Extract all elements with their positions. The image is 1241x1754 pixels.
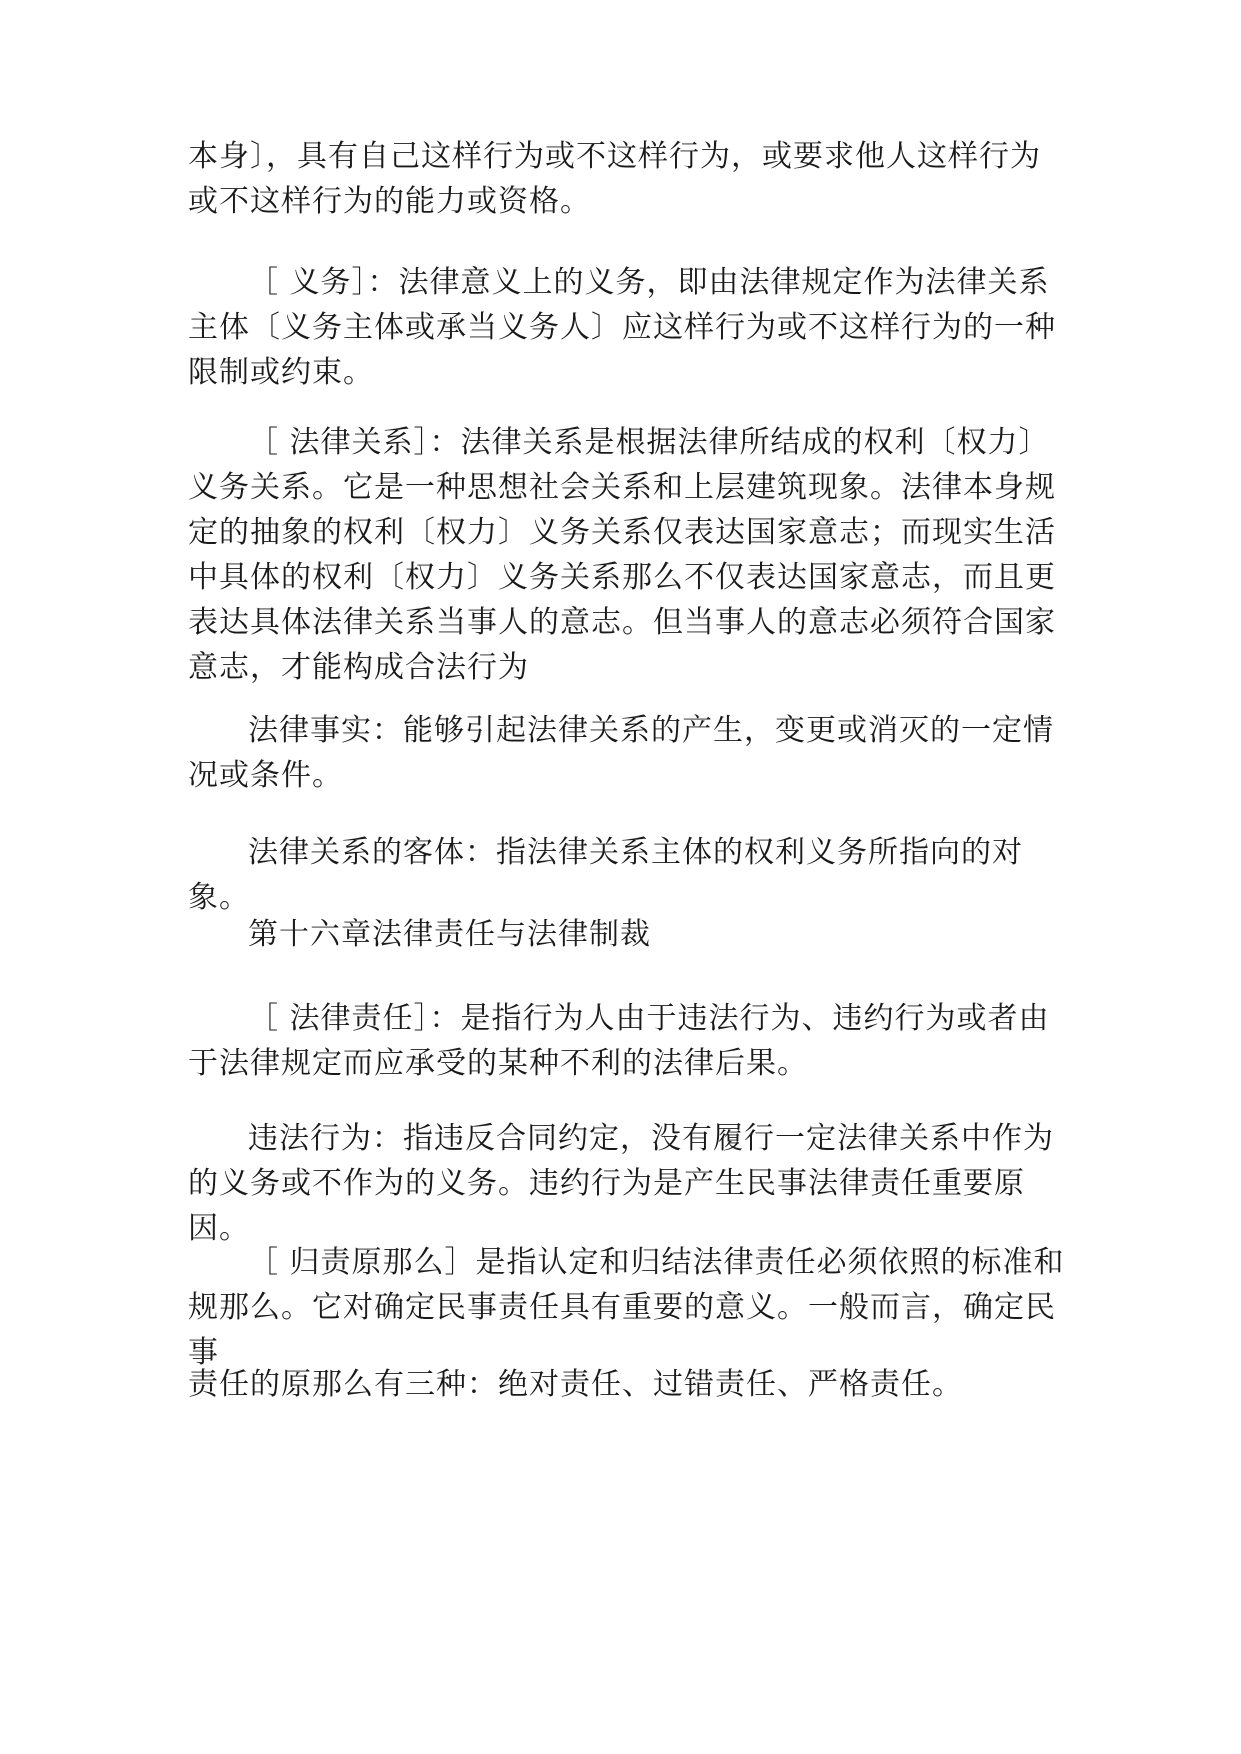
paragraph-text: ［ 归责原那么］是指认定和归结法律责任必须依照的标准和规那么。它对确定民事责任具有重要的意义。一般而言，确定民事 bbox=[188, 1245, 1065, 1370]
paragraph-liability-types bbox=[188, 1362, 1068, 1407]
paragraph-legal-liability bbox=[188, 996, 1068, 1086]
paragraph-text: ［ 义务］：法律意义上的义务，即由法律规定作为法律关系主体〔义务主体或承当义务人〕应这样行为或不这样行为的一种限制或约束。 bbox=[188, 265, 1056, 390]
paragraph-text: ［ 法律责任］：是指行为人由于违法行为、违约行为或者由于法律规定而应承受的某种不利的法律后果。 bbox=[188, 1001, 1050, 1081]
chapter-heading bbox=[188, 912, 1068, 957]
paragraph-legal-object bbox=[188, 830, 1068, 920]
paragraph-text: ［ 法律关系］：法律关系是根据法律所结成的权利〔权力〕义务关系。它是一种思想社会关系和上层建筑现象。法律本身规定的抽象的权利〔权力〕义务关系仅表达国家意志；而现实生活中具体的权利〔权力〕义务关系那么不仅表达国家意志，而且更表达具体法律关系当事人的意志。但当事人的意志必须符合国家意志，才能构成合法行为 bbox=[188, 425, 1056, 685]
chapter-title: 第十六章法律责任与法律制裁 bbox=[248, 917, 651, 952]
paragraph-text: 本身〕，具有自己这样行为或不这样行为，或要求他人这样行为或不这样行为的能力或资格。 bbox=[188, 139, 1041, 219]
paragraph-obligation bbox=[188, 260, 1068, 395]
paragraph-legal-fact bbox=[188, 708, 1068, 798]
paragraph-capacity-continuation bbox=[188, 134, 1068, 224]
paragraph-legal-relation bbox=[188, 420, 1068, 690]
paragraph-text: 违法行为：指违反合同约定，没有履行一定法律关系中作为的义务或不作为的义务。违约行为是产生民事法律责任重要原因。 bbox=[188, 1121, 1054, 1246]
paragraph-attribution-principle bbox=[188, 1240, 1068, 1375]
paragraph-text: 法律关系的客体：指法律关系主体的权利义务所指向的对象。 bbox=[188, 835, 1023, 915]
paragraph-text: 法律事实：能够引起法律关系的产生，变更或消灭的一定情况或条件。 bbox=[188, 713, 1054, 793]
paragraph-illegal-act bbox=[188, 1116, 1068, 1251]
paragraph-text: 责任的原那么有三种：绝对责任、过错责任、严格责任。 bbox=[188, 1367, 963, 1402]
